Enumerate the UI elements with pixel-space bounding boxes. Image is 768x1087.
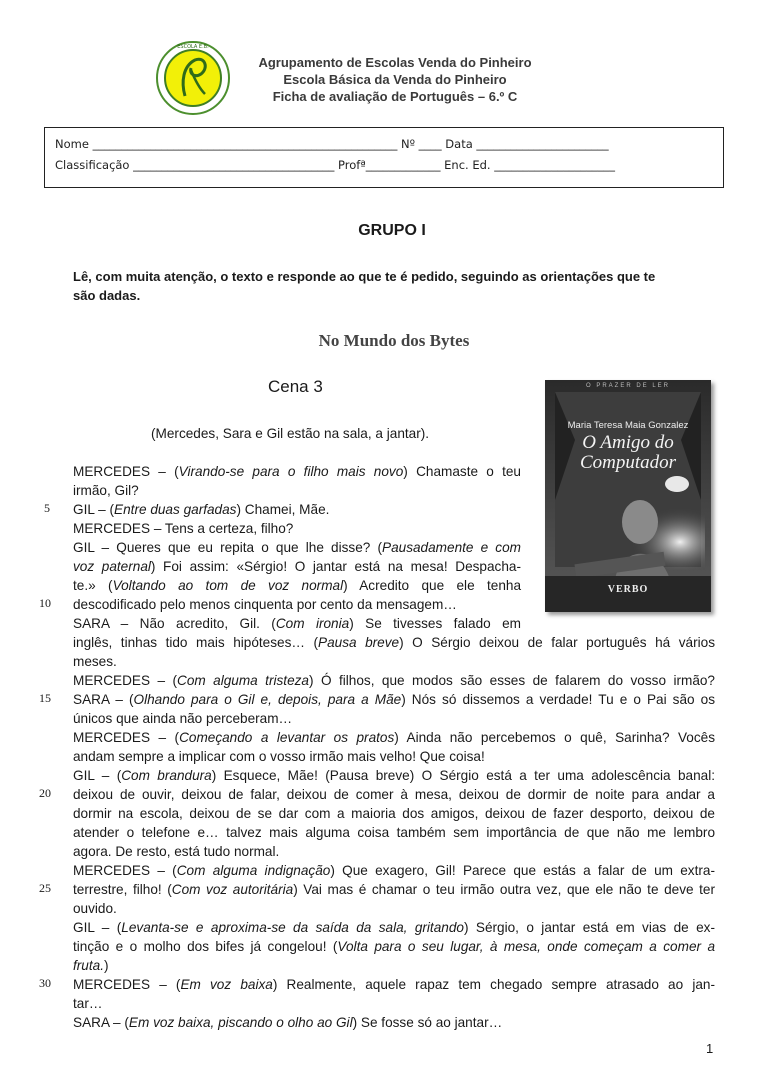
- text-line: GIL – Queres que eu repita o que lhe disse? (Pausadamente e com: [73, 540, 521, 555]
- text-line: MERCEDES – (Com alguma tristeza) Ó filhos, que modos são esses de falarem do vosso irmão?: [73, 673, 715, 688]
- header-line-3: Ficha de avaliação de Português – 6.º C: [272, 89, 518, 104]
- header-line-2: Escola Básica da Venda do Pinheiro: [283, 72, 507, 87]
- student-info-box: [44, 127, 724, 188]
- text-line: únicos que ainda não perceberam…: [73, 711, 293, 726]
- line-number: 10: [39, 596, 51, 610]
- cover-publisher: VERBO: [607, 584, 649, 595]
- text-line: descodificado pelo menos cinquenta por cento da mensagem…: [73, 597, 457, 612]
- svg-text:ESCOLA E.B.: ESCOLA E.B.: [177, 44, 209, 50]
- instructions-line-2: são dadas.: [73, 288, 141, 303]
- text-line: tar…: [73, 996, 103, 1011]
- text-line: MERCEDES – (Com alguma indignação) Que exagero, Gil! Parece que estás a falar de um extra-: [73, 863, 715, 878]
- book-cover-image: [545, 380, 711, 612]
- group-title: GRUPO I: [358, 222, 426, 239]
- text-line: MERCEDES – (Em voz baixa) Realmente, aquele rapaz tem chegado sempre atrasado ao jan-: [73, 977, 715, 992]
- cover-title-1: O Amigo do: [582, 432, 674, 453]
- text-line: voz paternal) Foi assim: «Sérgio! O jantar está na mesa! Despacha-: [73, 559, 521, 574]
- text-line: MERCEDES – Tens a certeza, filho?: [73, 521, 294, 536]
- text-line: fruta.): [73, 958, 109, 973]
- text-line: SARA – (Em voz baixa, piscando o olho ao Gil) Se fosse só ao jantar…: [73, 1015, 503, 1030]
- text-line: agora. De resto, está tudo normal.: [73, 844, 280, 859]
- text-line: terrestre, filho! (Com voz autoritária) Vai mas é chamar o teu irmão outra vez, que ele não te deve ter: [73, 882, 715, 897]
- form-row-name[interactable]: Nome _____________________________________________________ Nº ____ Data _______________________: [55, 137, 609, 151]
- text-line: atender o telefone e… talvez mais alguma coisa também sem importância de que não me lembro: [73, 825, 715, 840]
- text-line: MERCEDES – (Começando a levantar os pratos) Ainda não percebemos o quê, Sarinha? Vocês: [73, 730, 716, 745]
- text-line: GIL – (Com brandura) Esquece, Mãe! (Pausa breve) O Sérgio está a ter uma adolescência banal:: [73, 768, 715, 783]
- line-number: 30: [39, 976, 51, 990]
- text-line: deixou de ouvir, deixou de falar, deixou de comer à mesa, deixou de dormir de noite para andar a: [73, 787, 715, 802]
- instructions-line-1: Lê, com muita atenção, o texto e responde ao que te é pedido, seguindo as orientações que te: [73, 269, 656, 284]
- text-line: inglês, tinhas tido mais hipóteses… (Pausa breve) O Sérgio deixou de falar português há vários: [73, 635, 715, 650]
- text-line: meses.: [73, 654, 117, 669]
- text-line: irmão, Gil?: [73, 483, 139, 498]
- stage-direction: (Mercedes, Sara e Gil estão na sala, a jantar).: [151, 426, 430, 441]
- line-number: 5: [44, 501, 50, 515]
- line-number: 25: [39, 881, 51, 895]
- text-line: GIL – (Entre duas garfadas) Chamei, Mãe.: [73, 502, 330, 517]
- line-number: 20: [39, 786, 51, 800]
- text-line: te.» (Voltando ao tom de voz normal) Acredito que ele tenha: [73, 578, 522, 593]
- header-line-1: Agrupamento de Escolas Venda do Pinheiro: [258, 55, 532, 70]
- page-number: 1: [706, 1041, 714, 1056]
- text-title: No Mundo dos Bytes: [318, 331, 470, 350]
- cover-title-2: Computador: [579, 452, 677, 473]
- text-line: MERCEDES – (Virando-se para o filho mais novo) Chamaste o teu: [73, 464, 521, 479]
- text-line: GIL – (Levanta-se e aproxima-se da saída da sala, gritando) Sérgio, o jantar está em vias de ex-: [73, 920, 716, 935]
- text-line: SARA – Não acredito, Gil. (Com ironia) Se tivesses falado em: [73, 616, 521, 631]
- text-line: tinção e o molho dos bifes já congelou! (Volta para o seu lugar, à mesa, onde começam a comer a: [73, 939, 716, 954]
- text-line: dormir na escola, deixou de se dar com a maioria dos amigos, deixou de fazer desporto, deixou de: [73, 806, 715, 821]
- cover-series: O PRAZER DE LER: [585, 383, 670, 389]
- scene-title: Cena 3: [268, 377, 323, 396]
- text-line: SARA – (Olhando para o Gil e, depois, para a Mãe) Nós só dissemos a verdade! Tu e o Pai são os: [73, 692, 715, 707]
- text-line: andam sempre a implicar com o vosso irmão mais velho! Que coisa!: [73, 749, 485, 764]
- text-line: ouvido.: [73, 901, 117, 916]
- line-number: 15: [39, 691, 51, 705]
- form-row-classification[interactable]: Classificação ___________________________________ Profª_____________ Enc. Ed. _____________________: [55, 158, 615, 172]
- cover-author: Maria Teresa Maia Gonzalez: [567, 420, 689, 431]
